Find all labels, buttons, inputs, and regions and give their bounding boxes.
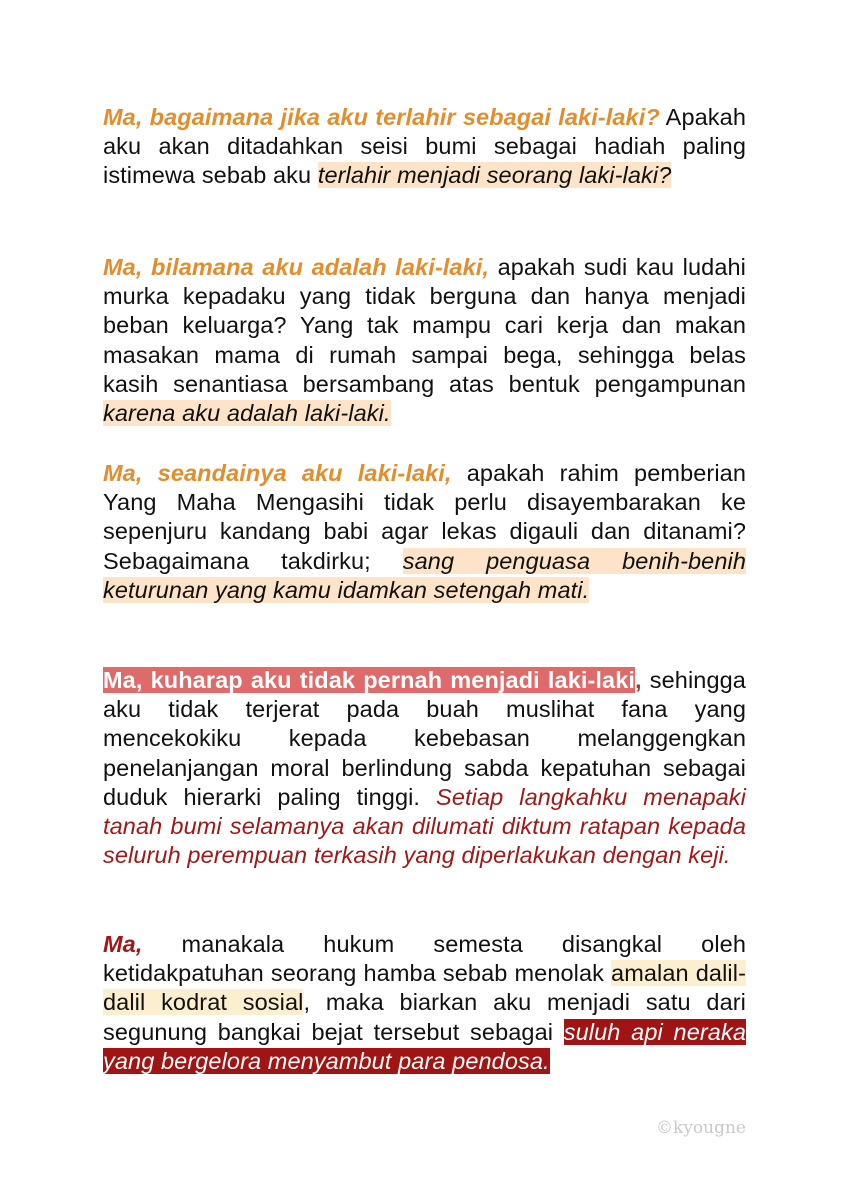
- p3-body: apakah rahim pemberian Yang Maha Mengasihi tidak perlu disayembarakan ke sepenjuru kandang babi agar lekas digauli dan ditanami? Sebagaimana takdirku;: [103, 460, 746, 574]
- p1-highlight: terlahir menjadi seorang laki-laki?: [317, 162, 672, 189]
- p5-highlight: amalan dalil-dalil kodrat sosial: [103, 960, 746, 1016]
- p4-comma: ,: [635, 667, 642, 693]
- paragraph-1: [103, 103, 746, 191]
- p2-body: apakah sudi kau ludahi murka kepadaku yang tidak berguna dan hanya menjadi beban keluarga? Yang tak mampu cari kerja dan makan masakan mama di rumah sampai bega, sehingga belas kasih senantiasa bersambang atas bentuk pengampunan: [103, 254, 746, 397]
- p1-heading: Ma, bagaimana jika aku terlahir sebagai laki-laki?: [103, 104, 660, 130]
- paragraph-4: [103, 666, 746, 870]
- watermark: ©kyougne: [656, 1118, 746, 1138]
- paragraph-2: [103, 253, 746, 428]
- p4-heading: Ma, kuharap aku tidak pernah menjadi laki-laki: [103, 667, 636, 693]
- p3-highlight: sang penguasa benih-benih keturunan yang kamu idamkan setengah mati.: [103, 547, 746, 603]
- p5-body-2: , maka biarkan aku menjadi satu dari segunung bangkai bejat tersebut sebagai: [103, 989, 747, 1045]
- p4-body: sehingga aku tidak terjerat pada buah muslihat fana yang mencekokiku kepada kebebasan melanggengkan penelanjangan moral berlindung sabda kepatuhan sebagai duduk hierarki paling tinggi.: [103, 667, 746, 810]
- p2-heading: Ma, bilamana aku adalah laki-laki,: [103, 254, 490, 280]
- p5-dark-highlight: suluh api neraka yang bergelora menyambut para pendosa.: [103, 1018, 746, 1074]
- p4-emphasis: Setiap langkahku menapaki tanah bumi selamanya akan dilumati diktum ratapan kepada seluruh perempuan terkasih yang diperlakukan dengan keji.: [103, 783, 746, 869]
- p1-body: Apakah aku akan ditadahkan seisi bumi sebagai hadiah paling istimewa sebab aku: [103, 104, 746, 189]
- p3-heading: Ma, seandainya aku laki-laki,: [103, 460, 452, 486]
- p2-highlight: karena aku adalah laki-laki.: [103, 400, 391, 427]
- paragraph-3: [103, 459, 746, 605]
- p5-body: manakala hukum semesta disangkal oleh ketidakpatuhan seorang hamba sebab menolak: [103, 931, 746, 987]
- paragraph-5: [103, 930, 746, 1076]
- p5-heading: Ma,: [103, 931, 143, 957]
